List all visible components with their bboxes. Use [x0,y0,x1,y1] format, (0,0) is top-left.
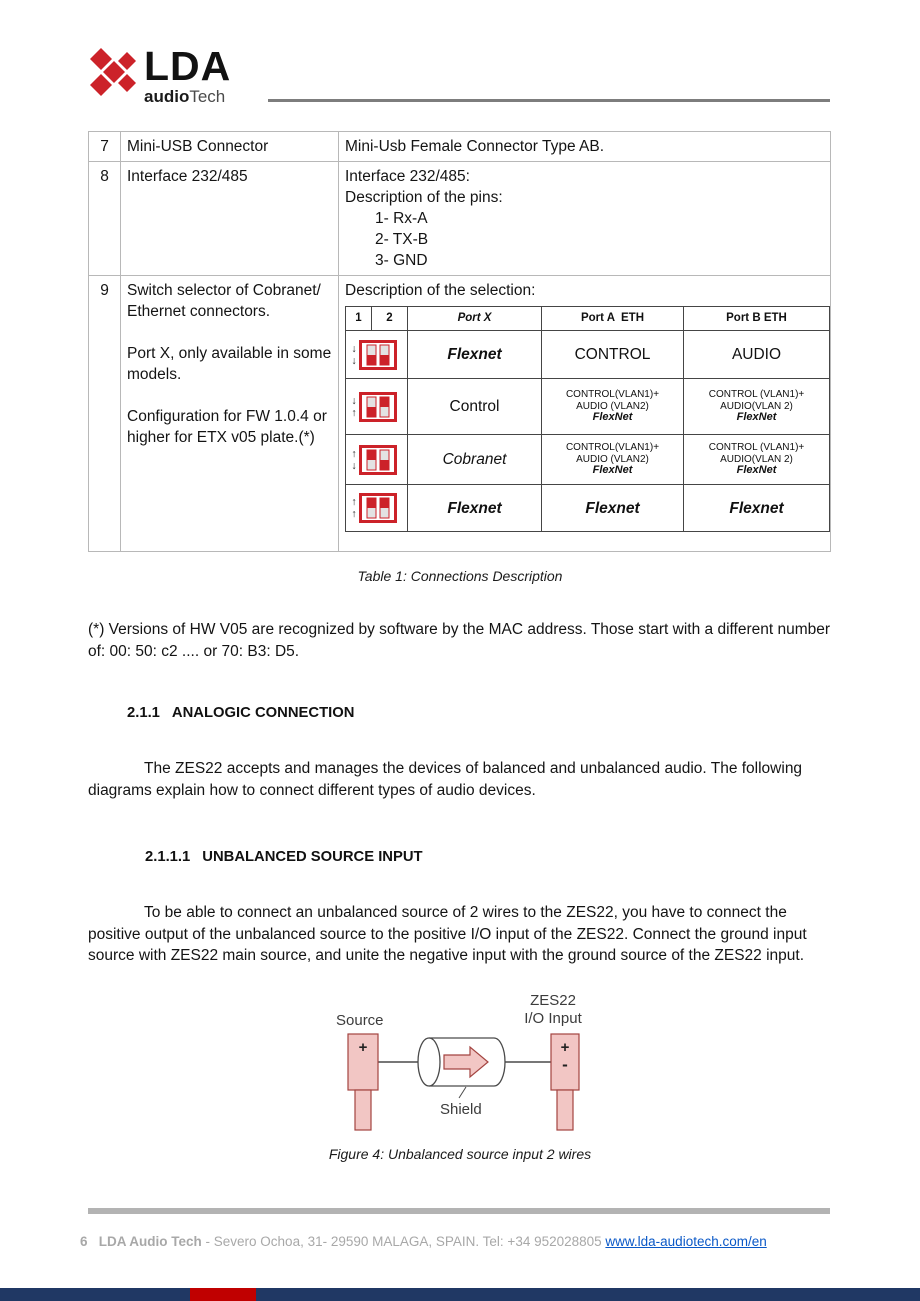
porta-value: Flexnet [542,485,684,532]
bottom-bar-red-segment [190,1288,256,1301]
lda-logo-icon [86,46,138,98]
heading-number: 2.1.1.1 [145,849,191,865]
portb-line2: AUDIO(VLAN 2) [720,453,793,465]
arrow-sw2: ↑ [351,508,357,520]
row8-pin-2: 2- TX-B [375,231,429,248]
source-plus-sign: + [358,1039,368,1056]
arrow-sw2: ↓ [351,354,357,367]
portx-value: Control [408,379,542,435]
portx-value: Cobranet [408,435,542,485]
dip-switch-up-up [348,493,405,523]
portb-line1: CONTROL (VLAN1)+ [708,389,805,401]
logo-sub-tech: Tech [189,87,226,106]
row7-description: Mini-Usb Female Connector Type AB. [339,132,831,162]
selection-row-2 [346,379,830,435]
header-port-a: Port A ETH [542,307,684,331]
porta-value: CONTROL [542,331,684,379]
table-row-8 [89,162,831,276]
row8-name: Interface 232/485 [121,162,339,276]
portb-value: Flexnet [684,485,830,532]
porta-value [542,435,684,485]
dip-switch-icon [359,392,397,422]
porta-line1: CONTROL(VLAN1)+ [565,442,660,454]
portb-value [684,435,830,485]
row8-desc-line2: Description of the pins: [345,189,503,206]
logo-sub-audio: audio [144,87,190,106]
logo-text [144,43,232,107]
dip-switch-up-down [348,445,405,475]
paragraph-211: The ZES22 accepts and manages the devices of balanced and unbalanced audio. The following diagrams explain how to connect different types of audio devices. [88,760,803,799]
dip-switch-icon [359,340,397,370]
row7-number: 7 [89,132,121,162]
row8-pin-3: 3- GND [375,252,428,269]
selection-table [345,306,830,532]
selection-row-3 [346,435,830,485]
bottom-color-bar [0,1288,920,1301]
footer-page-number: 6 [80,1234,88,1249]
io-input-label: I/O Input [524,1010,582,1027]
row9-name [121,276,339,552]
table-caption: Table 1: Connections Description [357,568,563,584]
row8-number: 8 [89,162,121,276]
header-divider [268,99,830,102]
dip-switch-down-down [348,340,405,370]
zes22-ground-stub [557,1090,573,1130]
shield-leader-line [459,1087,466,1098]
paragraph-2111: To be able to connect an unbalanced source of 2 wires to the ZES22, you have to connect the positive output of the unbalanced source to the positive I/O input of the ZES22. Connect the ground input source with ZES22 main source, and unite the negative input with the ground source of the ZES22 input. [88,904,807,964]
table-row-9 [89,276,831,552]
footer-divider [88,1208,830,1214]
section-heading-2111 [145,849,423,865]
heading-title: ANALOGIC CONNECTION [171,705,355,721]
row7-name: Mini-USB Connector [121,132,339,162]
footer-website-link[interactable]: www.lda-audiotech.com/en [605,1234,767,1249]
switch-arrows [349,395,359,419]
zes22-label: ZES22 [530,992,576,1009]
arrow-sw1: ↑ [351,496,357,508]
row8-pin-1: 1- Rx-A [375,210,428,227]
lda-logo [86,43,232,107]
row9-name-p2: Port X, only available in some models. [127,345,332,383]
portb-line3: FlexNet [736,411,777,424]
figure-caption: Figure 4: Unbalanced source input 2 wires [328,1146,592,1162]
table-row-7 [89,132,831,162]
arrow-sw2: ↑ [351,406,357,419]
portb-value: AUDIO [684,331,830,379]
selection-title: Description of the selection: [345,282,536,299]
footer-address: - Severo Ochoa, 31- 29590 MALAGA, SPAIN. Tel: +34 952028805 [201,1234,606,1249]
dip-switch-icon [359,445,397,475]
selection-row-1 [346,331,830,379]
switch-arrows [349,343,359,367]
portb-line1: CONTROL (VLAN1)+ [708,442,805,454]
heading-number: 2.1.1 [127,705,160,721]
footer-brand: LDA Audio Tech [98,1234,202,1249]
portb-line3: FlexNet [736,464,777,477]
row8-description [339,162,831,276]
switch-arrows [349,496,359,520]
logo-title: LDA [144,43,232,89]
header-port-x: Port X [408,307,542,331]
row9-description [339,276,831,552]
header-switch-1: 1 [346,307,372,331]
portx-value: Flexnet [408,331,542,379]
porta-line1: CONTROL(VLAN1)+ [565,389,660,401]
source-label: Source [336,1012,384,1029]
switch-arrows [349,448,359,472]
arrow-sw1: ↑ [351,447,357,460]
heading-title: UNBALANCED SOURCE INPUT [202,849,423,865]
input-plus-sign: + [560,1039,570,1056]
dip-switch-icon [359,493,397,523]
selection-row-4 [346,485,830,532]
input-minus-sign: - [562,1055,568,1074]
porta-value [542,379,684,435]
porta-line3: FlexNet [592,411,633,424]
porta-line3: FlexNet [592,464,633,477]
arrow-sw1: ↓ [351,342,357,355]
footer-text [80,1234,880,1249]
connections-table [88,131,830,552]
row8-desc-line1: Interface 232/485: [345,168,470,185]
row9-name-p1: Switch selector of Cobranet/ Ethernet connectors. [127,282,321,320]
selection-header-row [346,307,830,331]
dip-switch-down-up [348,392,405,422]
portx-value: Flexnet [408,485,542,532]
row9-number: 9 [89,276,121,552]
porta-line2: AUDIO (VLAN2) [576,400,649,412]
portb-value [684,379,830,435]
arrow-sw1: ↓ [351,394,357,407]
footnote-paragraph: (*) Versions of HW V05 are recognized by software by the MAC address. Those start with a different number of: 00: 50: c2 .... or 70: B3: D5. [88,621,831,660]
porta-line2: AUDIO (VLAN2) [576,453,649,465]
source-ground-stub [355,1090,371,1130]
figure-unbalanced-source-diagram [298,992,628,1144]
logo-subtitle [144,87,231,107]
arrow-sw2: ↓ [351,459,357,472]
shield-label: Shield [440,1101,482,1118]
section-heading-211 [127,705,354,721]
row9-name-p3: Configuration for FW 1.0.4 or higher for ETX v05 plate.(*) [127,408,327,446]
cable-left-cap [418,1038,440,1086]
header-port-b: Port B ETH [684,307,830,331]
header-switch-2: 2 [372,307,408,331]
portb-line2: AUDIO(VLAN 2) [720,400,793,412]
